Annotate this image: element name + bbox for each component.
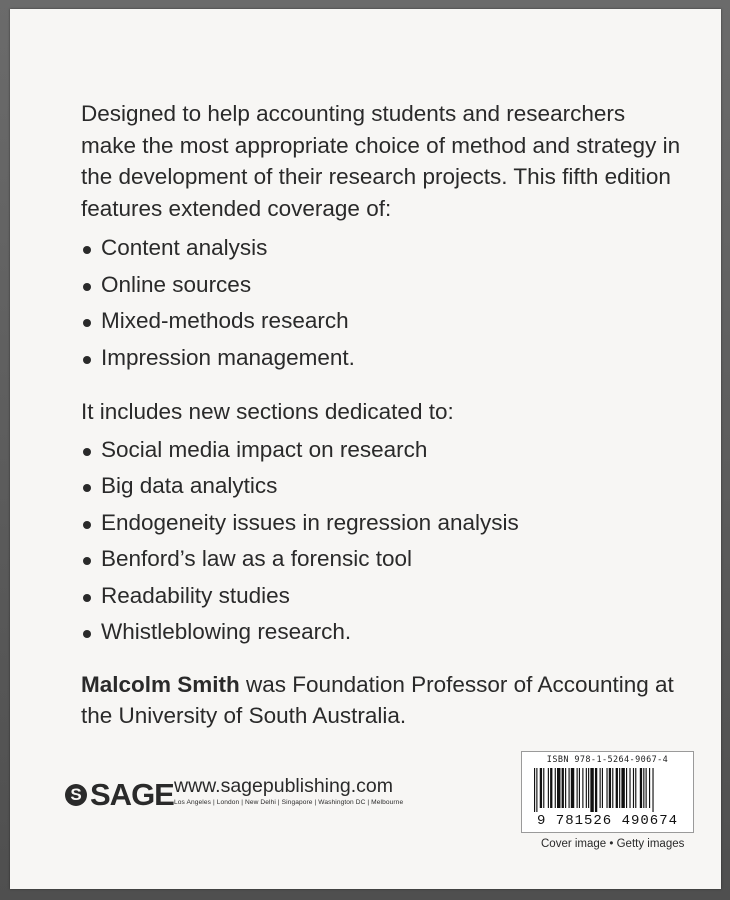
barcode-bar <box>609 768 611 808</box>
list-item: Online sources <box>81 267 681 304</box>
barcode-bar <box>540 768 542 808</box>
publisher-info <box>174 775 403 808</box>
barcode-bar <box>595 768 597 812</box>
barcode <box>521 751 694 833</box>
author-name: Malcolm Smith <box>81 671 240 697</box>
barcode-bars <box>530 768 685 812</box>
list-item: Mixed-methods research <box>81 303 681 340</box>
barcode-bar <box>643 768 644 808</box>
new-sections-list <box>81 432 681 651</box>
cover-image-credit: Cover image • Getty images <box>541 838 685 850</box>
barcode-bar <box>590 768 593 812</box>
barcode-bar <box>571 768 574 808</box>
barcode-bar <box>555 768 556 808</box>
list-item: Readability studies <box>81 578 681 615</box>
author-bio <box>81 669 681 731</box>
list-item: Endogeneity issues in regression analysis <box>81 505 681 542</box>
barcode-bar <box>582 768 583 808</box>
barcode-bar <box>612 768 613 808</box>
new-sections-lead: It includes new sections dedicated to: <box>81 399 454 424</box>
coverage-list <box>81 230 681 376</box>
barcode-bar <box>649 768 650 808</box>
barcode-bar <box>606 768 607 808</box>
list-item: Whistleblowing research. <box>81 614 681 651</box>
barcode-bar <box>640 768 642 808</box>
intro-paragraph: Designed to help accounting students and researchers make the most appropriate choice of method and strategy in the development of their research projects. This fifth edition features extended coverage of: <box>81 101 681 221</box>
barcode-bar <box>536 768 537 812</box>
barcode-bar <box>619 768 620 808</box>
barcode-bar <box>621 768 624 808</box>
ean-digits: 9 781526 490674 <box>536 813 679 829</box>
publisher-url: www.sagepublishing.com <box>174 775 393 797</box>
barcode-bar <box>616 768 618 808</box>
barcode-bar <box>602 768 603 808</box>
sage-logo <box>65 775 174 815</box>
barcode-bar <box>629 768 630 808</box>
barcode-bar <box>543 768 544 808</box>
barcode-bar <box>548 768 549 808</box>
barcode-bar <box>600 768 601 808</box>
list-item: Content analysis <box>81 230 681 267</box>
barcode-bar <box>569 768 570 808</box>
barcode-bar <box>586 768 587 808</box>
list-item: Big data analytics <box>81 468 681 505</box>
barcode-bar <box>646 768 647 808</box>
barcode-bar <box>579 768 580 808</box>
sage-s-icon: S <box>65 784 87 806</box>
isbn-label: ISBN 978-1-5264-9067-4 <box>546 755 669 765</box>
barcode-bar <box>652 768 653 812</box>
list-item: Social media impact on research <box>81 432 681 469</box>
barcode-bar <box>577 768 578 808</box>
author-bio-text: was Foundation Professor of Accounting at the University of South Australia. <box>81 671 674 728</box>
back-cover <box>10 9 721 889</box>
barcode-bar <box>562 768 564 808</box>
barcode-bar <box>626 768 627 808</box>
barcode-bar <box>633 768 634 808</box>
barcode-bar <box>550 768 552 808</box>
list-item: Benford’s law as a forensic tool <box>81 541 681 578</box>
barcode-bar <box>534 768 535 812</box>
list-item: Impression management. <box>81 340 681 377</box>
blurb <box>81 98 681 731</box>
barcode-bar <box>635 768 636 808</box>
publisher-cities: Los Angeles | London | New Delhi | Singapore | Washington DC | Melbourne <box>174 799 404 806</box>
barcode-bar <box>565 768 566 808</box>
sage-logo-text: SAGE <box>90 777 174 812</box>
barcode-bar <box>588 768 589 808</box>
barcode-bar <box>557 768 560 808</box>
